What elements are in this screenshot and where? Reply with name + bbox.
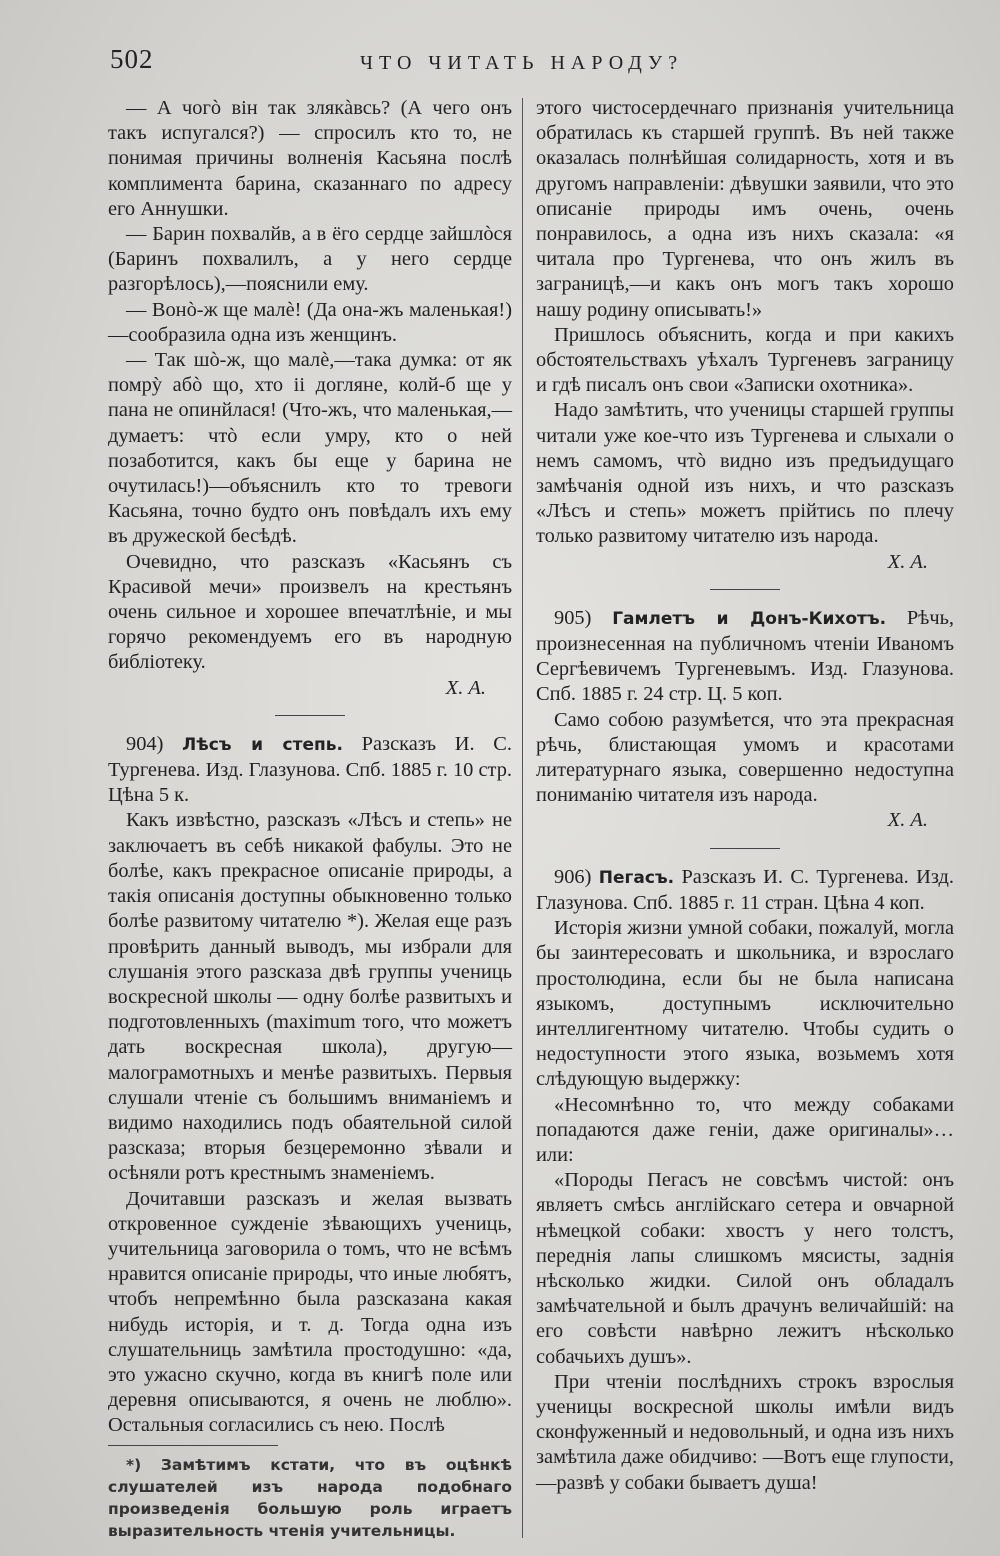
- entry-number: 904): [126, 732, 164, 755]
- entry-details: Разсказъ И. С. Тургенева. Изд. Глазунова. Спб. 1885 г. 11 стран. Цѣна 4 коп.: [536, 865, 954, 914]
- column-divider: [522, 98, 523, 1538]
- entry-title: Пегасъ.: [598, 867, 675, 888]
- author-signature: Х. А.: [887, 809, 928, 832]
- left-column: [108, 96, 512, 1542]
- paragraph: — А чогò він так злякàвсь? (А чего онъ такъ испугался?) — спросилъ кто то, не понимая причины волненія Касьяна послѣ комплимента барина, сказаннаго по адресу его Аннушки.: [108, 97, 512, 220]
- paragraph: Какъ извѣстно, разсказъ «Лѣсъ и степь» не заключаетъ въ себѣ никакой фабулы. Это не болѣе, какъ прекрасное описаніе природы, а такія описанія доступны обыкновенно только болѣе развитому читателю *). Желая еще разъ провѣрить данный выводъ, мы избрали для слушанія этого разсказа двѣ группы учениць воскресной школы — одну болѣе развитыхъ и подготовленныхъ (maximum того, что можетъ дать воскресная школа), другую—малограмотныхъ и менѣе развитыхъ. Первыя слушали чтеніе съ большимъ вниманіемъ и видимо находились подъ обаятельной силой разсказа; вторыя безцеремонно зѣвали и осѣняли ротъ крестнымъ знаменіемъ.: [108, 809, 512, 1185]
- paragraph: При чтеніи послѣднихъ строкъ взрослыя ученицы воскресной школы имѣли видъ сконфуженный и недовольный, и одна изъ нихъ замѣтила даже обидчиво: —Вотъ еще глупости,—развѣ у собаки бываетъ душа!: [536, 1370, 954, 1494]
- author-signature: Х. А.: [445, 676, 486, 699]
- right-column: [536, 96, 954, 1496]
- paragraph: Надо замѣтить, что ученицы старшей группы читали уже кое-что изъ Тургенева и слыхали о немъ самомъ, чтò видно изъ предъидущаго замѣчанія одной изъ нихъ, и что разсказъ «Лѣсъ и степь» можетъ прійтись по плечу только развитому читателю изъ народа.: [536, 399, 954, 548]
- running-head: [110, 44, 930, 84]
- paragraph: — Так шò-ж, що малè,—така думка: от як помрỳ абò що, хто іі доглянe, колй-б ще у пана не опинйлася! (Что-жъ, что маленькая,—думаетъ: чтò если умру, кто о ней позаботится, какъ бы еще у барина не очутилась!)—объяснилъ кто то тревоги Касьяна, точно будто онъ повѣдалъ ихъ ему въ дружеской бесѣдѣ.: [108, 349, 512, 548]
- entry-details: Разсказъ И. С. Тургенева. Изд. Глазунова. Спб. 1885 г. 10 стр. Цѣна 5 к.: [108, 732, 512, 807]
- section-separator: [710, 848, 780, 849]
- entry-906: [536, 865, 954, 916]
- paragraph: — Барин похвалйв, а в ёго сердце зайшлòся (Баринъ похвалилъ, а у него сердце разгорѣлось),—пояснили ему.: [108, 223, 512, 296]
- page-header-title: ЧТО ЧИТАТЬ НАРОДУ?: [360, 52, 684, 74]
- paragraph: Очевидно, что разсказъ «Касьянъ съ Красивой мечи» произвелъ на крестьянъ очень сильное и хорошее впечатлѣніе, и мы горячо рекомендуемъ его въ народную библіотеку.: [108, 550, 512, 674]
- footnote: *) Замѣтимъ кстати, что въ оцѣнкѣ слушателей изъ народа подобнаго произведенія большую роль играетъ выразительность чтенія учительницы.: [108, 1455, 512, 1540]
- section-separator: [710, 589, 780, 590]
- entry-title: Гамлетъ и Донъ-Кихотъ.: [612, 608, 887, 629]
- page-number: 502: [110, 44, 154, 74]
- paragraph: — Вонò-ж ще малè! (Да она-жъ маленькая!) —сообразила одна изъ женщинъ.: [108, 298, 512, 346]
- paragraph: Дочитавши разсказъ и желая вызвать откровенное сужденіе зѣвающихъ учениць, учительница заговорила о томъ, что не всѣмъ нравится описаніе природы, что иные любятъ, чтобъ непремѣнно была разсказана какая нибудь исторія, и т. д. Тогда одна изъ слушательниць замѣтила простодушно: «да, это ужасно скучно, когда въ книгѣ поле или деревня описываются, я очень не люблю». Остальныя согласились съ нею. Послѣ: [108, 1187, 512, 1437]
- paragraph: этого чистосердечнаго признанія учительница обратилась къ старшей группѣ. Въ ней также оказалась полнѣйшая солидарность, хотя и въ другомъ направленіи: дѣвушки заявили, что это описаніе природы имъ очень, очень понравилось, а одна изъ нихъ сказала: «я читала про Тургенева, что онъ жилъ въ заграницѣ,—и какъ онъ могъ такъ хорошо нашу родину описывать!»: [536, 97, 954, 321]
- entry-number: 906): [554, 865, 592, 888]
- entry-number: 905): [554, 606, 592, 629]
- paragraph: Пришлось объяснить, когда и при какихъ обстоятельствахъ уѣхалъ Тургеневъ заграницу и гдѣ писалъ онъ свои «Записки охотника».: [536, 323, 954, 397]
- paragraph: «Породы Пегасъ не совсѣмъ чистой: онъ являетъ смѣсь англійскаго сетера и овчарной нѣмецкой собаки: хвостъ у него толстъ, переднія лапы слишкомъ мясисты, заднія нѣсколько жидки. Силой онъ обладалъ замѣчательной и былъ драчунъ величайшій: на его совѣсти навѣрно лежитъ нѣсколько собачьихъ душъ».: [536, 1169, 954, 1368]
- entry-title: Лѣсъ и степь.: [182, 734, 343, 755]
- paragraph: «Несомнѣнно то, что между собаками попадаются даже геніи, даже оригиналы»… или:: [536, 1093, 954, 1166]
- section-separator: [275, 715, 345, 716]
- paragraph: Исторія жизни умной собаки, пожалуй, могла бы заинтересовать и школьника, и взрослаго простолюдина, если бы не была написана языкомъ, доступнымъ исключительно интеллигентному читателю. Чтобы судить о недоступности этого языка, возьмемъ хотя слѣдующую выдержку:: [536, 917, 954, 1091]
- footnote-rule: [108, 1445, 278, 1446]
- paragraph: Само собою разумѣется, что эта прекрасная рѣчь, блистающая умомъ и красотами литературнаго языка, совершенно недоступна пониманію читателя изъ народа.: [536, 708, 954, 807]
- entry-905: [536, 606, 954, 708]
- author-signature: Х. А.: [887, 550, 928, 573]
- entry-904: [108, 732, 512, 809]
- entry-details: Рѣчь, произнесенная на публичномъ чтеніи Иваномъ Сергѣевичемъ Тургеневымъ. Изд. Глазунова. Спб. 1885 г. 24 стр. Ц. 5 коп.: [536, 606, 954, 706]
